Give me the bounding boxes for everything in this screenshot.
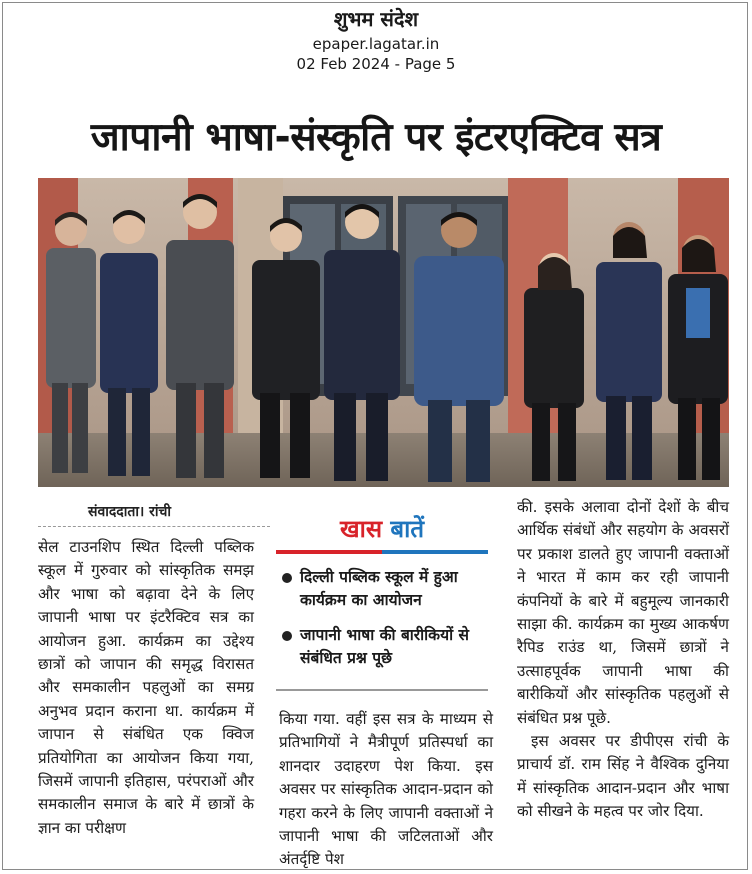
highlights-title-part2: बातें (390, 515, 425, 543)
article-headline: जापानी भाषा-संस्कृति पर इंटरएक्टिव सत्र (90, 115, 662, 160)
newspaper-name: शुभम संदेश (333, 7, 419, 31)
highlights-bottom-rule (276, 689, 488, 691)
highlight-text: जापानी भाषा की बारीकियों से संबंधित प्रश्न पूछे (300, 626, 469, 667)
highlights-rule (276, 550, 488, 554)
bullet-dot-icon (282, 573, 292, 583)
group-photo (38, 178, 729, 487)
article-paragraph: सेल टाउनशिप स्थित दिल्ली पब्लिक स्कूल में गुरुवार को सांस्कृतिक समझ और भाषा को बढ़ावा देने के लिए जापानी भाषा पर इंटरैक्टिव सत्र का आयोजन हुआ. कार्यक्रम का उद्देश्य छात्रों को जापान की समृद्ध विरासत और समकालीन पहलुओं का समग्र अनुभव प्रदान कराना था. कार्यक्रम में जापान से संबंधित एक क्विज प्रतियोगिता का आयोजन किया गया, जिसमें जापानी इतिहास, परंपराओं और समकालीन समाज के बारे में छात्रों के ज्ञान का परीक्षण (38, 538, 254, 837)
highlight-item (276, 566, 488, 612)
highlight-item (276, 624, 488, 670)
article-column-3 (517, 496, 729, 824)
masthead (0, 6, 752, 74)
bullet-dot-icon (282, 631, 292, 641)
article-paragraph: किया गया. वहीं इस सत्र के माध्यम से प्रतिभागियों ने मैत्रीपूर्ण प्रतिस्पर्धा का शानदार उदाहरण पेश किया. इस अवसर पर सांस्कृतिक आदान-प्रदान को गहरा करने के लिए जापानी वक्ताओं ने जापानी भाषा की जटिलताओं और अंतर्दृष्टि पेश (279, 710, 493, 869)
highlights-title-part1: खास (339, 515, 383, 543)
highlights-box (276, 512, 488, 670)
highlight-text: दिल्ली पब्लिक स्कूल में हुआ कार्यक्रम का आयोजन (300, 568, 458, 609)
highlights-title (276, 512, 488, 546)
article-column-2 (279, 708, 493, 872)
article-paragraph: इस अवसर पर डीपीएस रांची के प्राचार्य डॉ. राम सिंह ने वैश्विक दुनिया में सांस्कृतिक आदान-प्रदान और भाषा को सीखने के महत्व पर जोर दिया. (517, 732, 729, 821)
edition-date: 02 Feb 2024 - Page 5 (296, 55, 456, 73)
epaper-site: epaper.lagatar.in (312, 35, 440, 53)
byline: संवाददाता। रांची (88, 504, 172, 520)
article-paragraph: की. इसके अलावा दोनों देशों के बीच आर्थिक संबंधों और सहयोग के अवसरों पर प्रकाश डालते हुए जापानी वक्ताओं ने भारत में काम कर रही जापानी कंपनियों के बारे में बहुमूल्य जानकारी साझा की. कार्यक्रम का मुख्य आकर्षण रैपिड राउंड था, जिसमें छात्रों ने उत्साहपूर्वक जापानी भाषा की बारीकियों और सांस्कृतिक पहलुओं से संबंधित प्रश्न पूछे. (517, 498, 729, 727)
group-photo-image (38, 178, 729, 487)
byline-divider (38, 526, 270, 527)
article-column-1 (38, 536, 254, 840)
